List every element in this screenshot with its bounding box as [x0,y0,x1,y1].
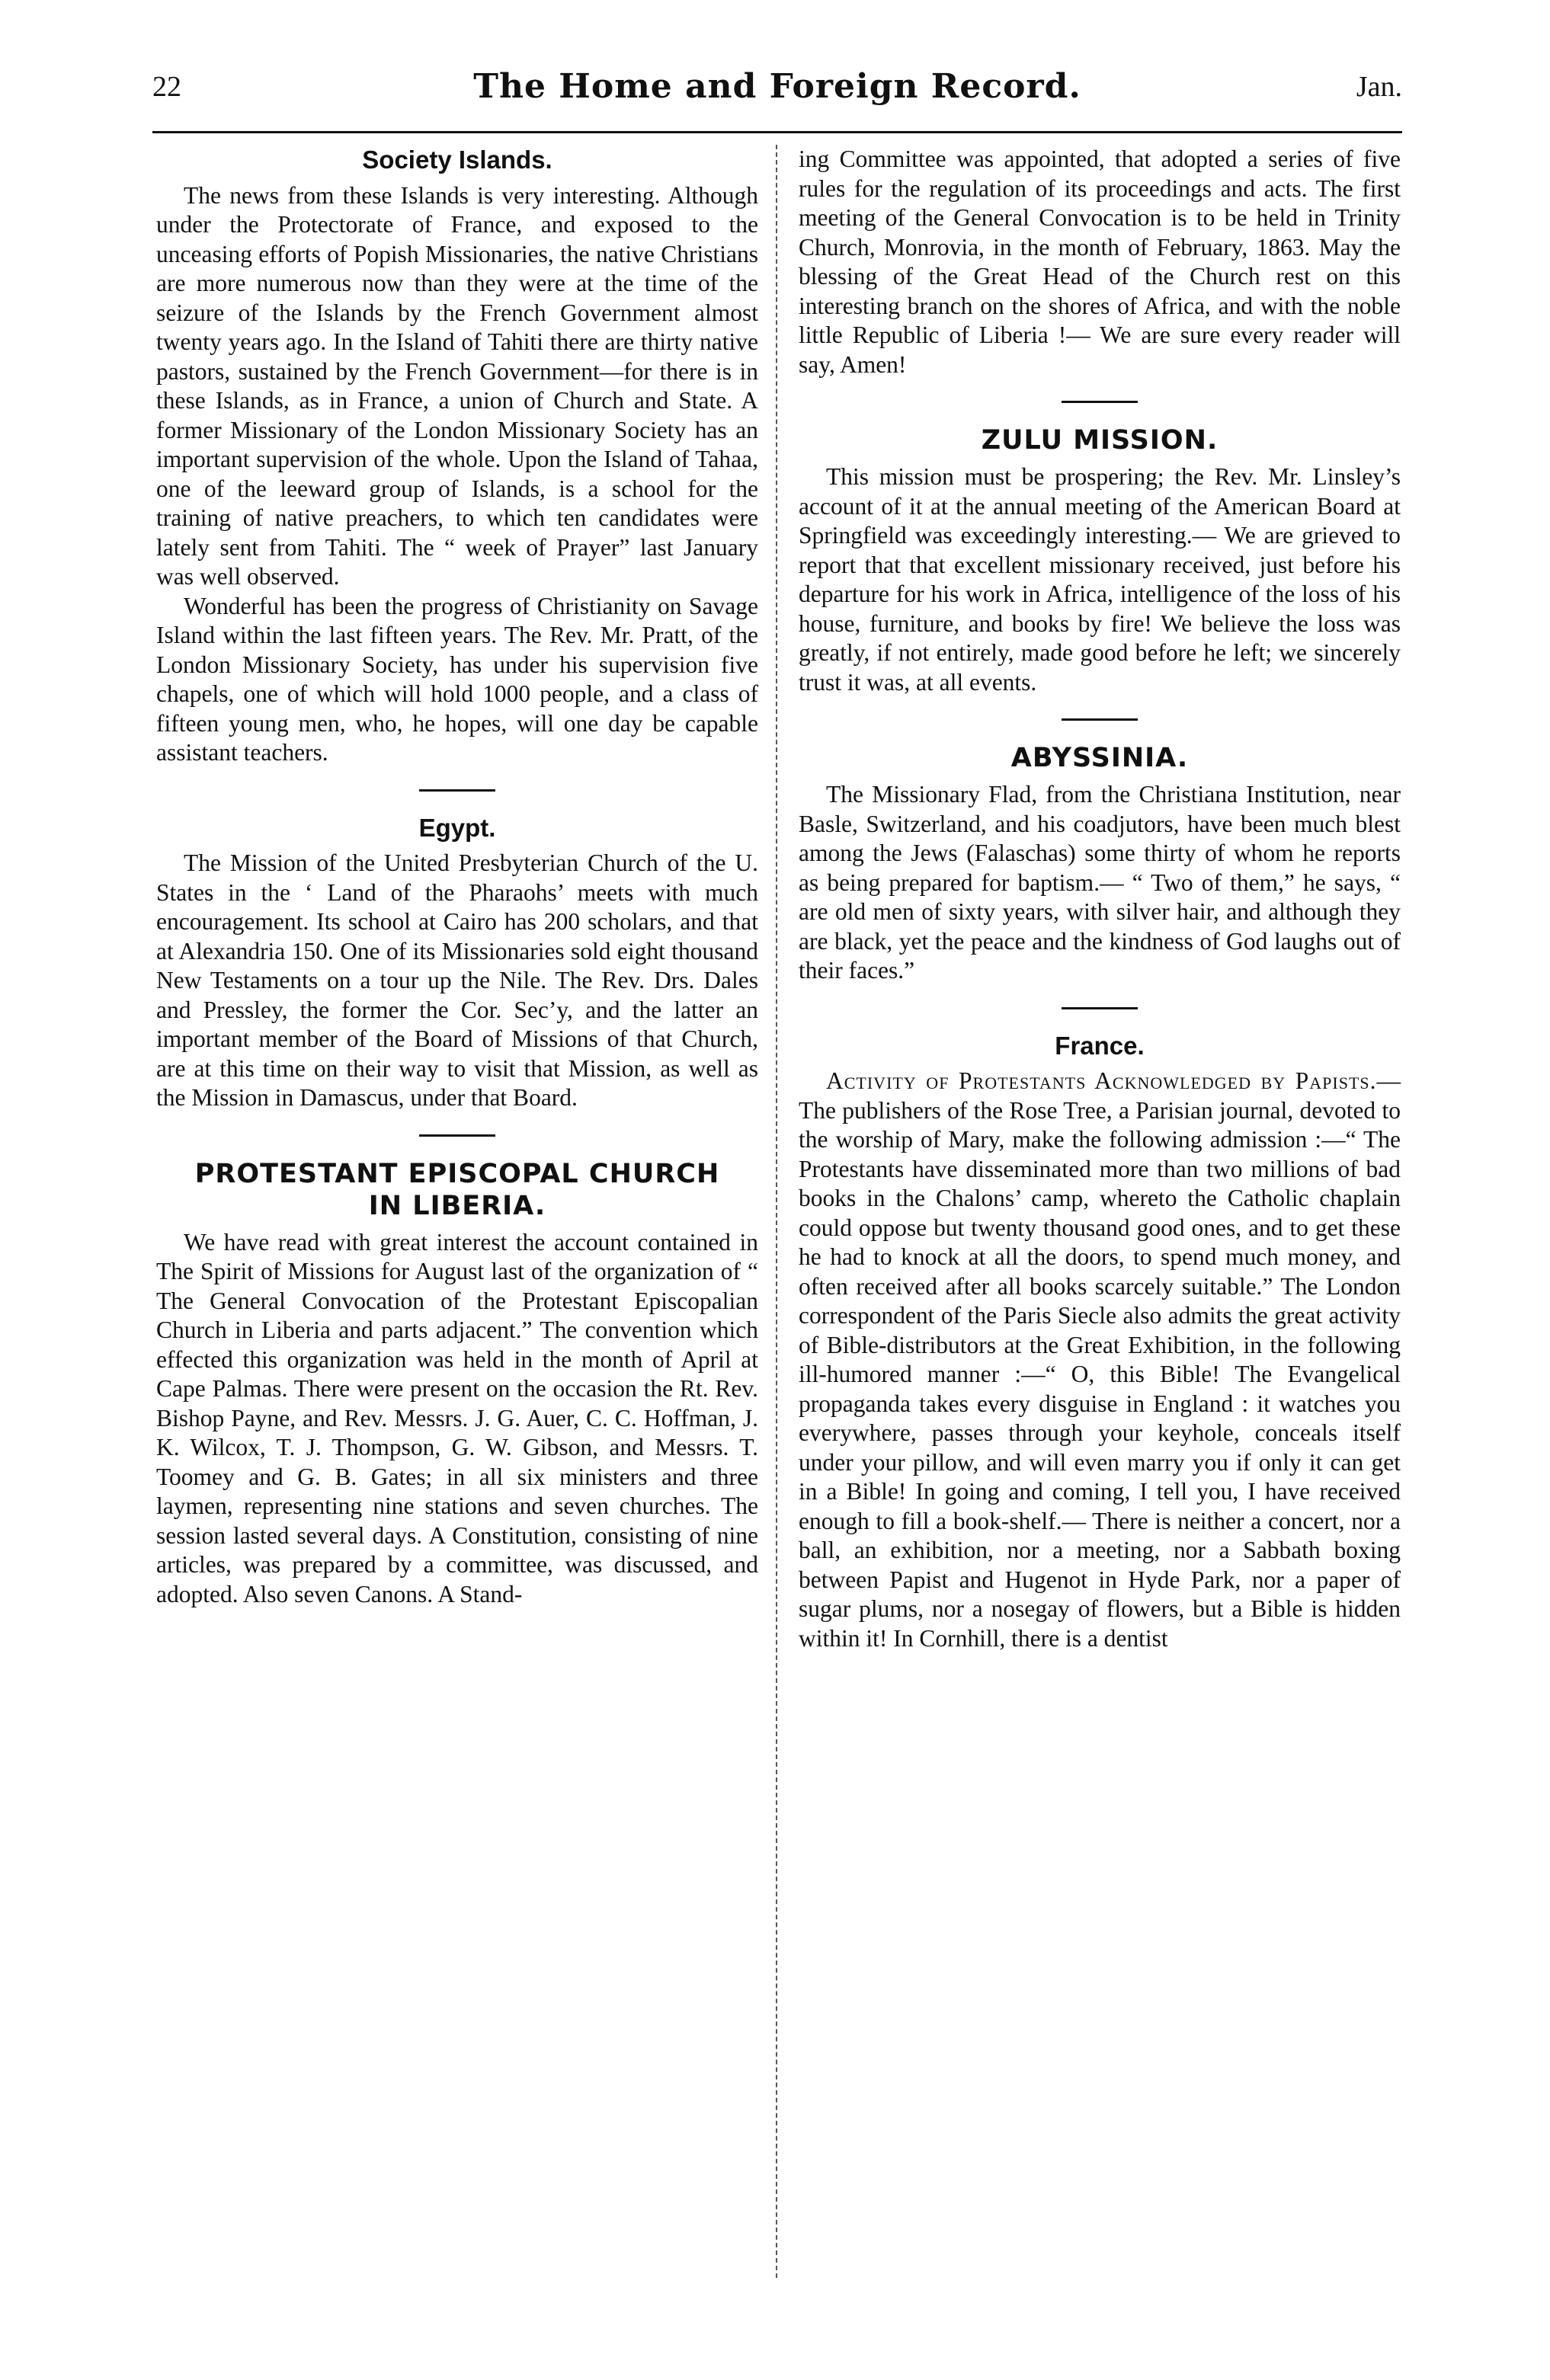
zulu-paragraph-1: This mission must be prospering; the Rev. Mr. Linsley’s account of it at the annual meeting of the American Board at Springfield was exceedingly interesting.— We are grieved to report that that excellent missionary received, just before his departure for his work in Africa, intelligence of the loss of his house, furniture, and books by fire! We believe the loss was greatly, if not entirely, made good before he left; we sincerely trust it was, at all events. [799,463,1401,696]
france-paragraph-1 [799,1067,1401,1653]
left-column [156,145,758,1609]
abyssinia-paragraph-1: The Missionary Flad, from the Christiana Institution, near Basle, Switzerland, and his coadjutors, have been much blest among the Jews (Falaschas) some thirty of whom he reports as being prepared for baptism.— “ Two of them,” he says, “ are old men of sixty years, with silver hair, and although they are black, yet the peace and the kindness of God laughs out of their faces.” [799,781,1401,984]
section-title-society-islands: Society Islands. [362,146,552,174]
right-column [799,145,1401,1653]
section-title-abyssinia: ABYSSINIA. [1010,743,1189,773]
france-paragraph-text: —The publishers of the Rose Tree, a Parisian journal, devoted to the worship of Mary, make the following admission :—“ The Protestants have disseminated more than two millions of bad books in the Chalons’ camp, whereto the Catholic chaplain could oppose but twenty thousand good ones, and to get these he had to knock at all the doors, to spend much money, and often received after all books scarcely suitable.” The London correspondent of the Paris Siecle also admits the great activity of Bible-distributors at the Great Exhibition, in the following ill-humored manner :—“ O, this Bible! The Evangelical propaganda takes every disguise in England : it watches you everywhere, passes through your keyhole, conceals itself under your pillow, and will even marry you if only it can get in a Bible! In going and coming, I tell you, I have received enough to fill a book-shelf.— There is neither a concert, nor a ball, an exhibition, nor a meeting, nor a Sabbath boxing between Papist and Hugenot in Hyde Park, nor a paper of sugar plums, nor a nosegay of flowers, but a Bible is hidden within it! In Cornhill, there is a dentist [799,1067,1401,1652]
page-number: 22 [152,71,181,103]
section-divider [1062,1007,1138,1009]
section-divider [419,1134,495,1137]
section-divider [1062,718,1138,721]
section-title-zulu-mission: ZULU MISSION. [981,425,1219,456]
france-lead-heading: Activity of Protestants Acknowledged by Papists. [826,1067,1377,1095]
running-title: The Home and Foreign Record. [473,67,1081,106]
header-rule [152,131,1402,133]
egypt-paragraph-1: The Mission of the United Presbyterian Church of the U. States in the ‘ Land of the Pharaohs’ meets with much encouragement. Its school at Cairo has 200 scholars, and that at Alexandria 150. One of its Missionaries sold eight thousand New Testaments on a tour up the Nile. The Rev. Drs. Dales and Pressley, the former the Cor. Sec’y, and the latter an important member of the Board of Missions of that Church, are at this time on their way to visit that Mission, as well as the Mission in Damascus, under that Board. [156,849,758,1112]
section-title-france: France. [1055,1031,1145,1060]
liberia-paragraph-1: We have read with great interest the account contained in The Spirit of Missions for August last of the organization of “ The General Convocation of the Protestant Episcopalian Church in Liberia and parts adjacent.” The convention which effected this organization was held in the month of April at Cape Palmas. There were present on the occasion the Rt. Rev. Bishop Payne, and Rev. Messrs. J. G. Auer, C. C. Hoffman, J. K. Wilcox, T. J. Thompson, G. W. Gibson, and Messrs. T. Toomey and G. B. Gates; in all six ministers and three laymen, representing nine stations and seven churches. The session lasted several days. A Constitution, consisting of nine articles, was prepared by a committee, was discussed, and adopted. Also seven Canons. A Stand- [156,1228,758,1607]
section-divider [419,789,495,792]
liberia-continued-paragraph: ing Committee was appointed, that adopted a series of five rules for the regulation of its proceedings and acts. The first meeting of the General Convocation is to be held in Trinity Church, Monrovia, in the month of February, 1863. May the blessing of the Great Head of the Church rest on this interesting branch on the shores of Africa, and with the noble little Republic of Liberia !— We are sure every reader will say, Amen! [799,146,1401,378]
section-title-egypt: Egypt. [418,813,496,842]
society-paragraph-1: The news from these Islands is very interesting. Although under the Protectorate of France, and exposed to the unceasing efforts of Popish Missionaries, the native Christians are more numerous now than they were at the time of the seizure of the Islands by the French Government almost twenty years ago. In the Island of Tahiti there are thirty native pastors, sustained by the French Government—for there is in these Islands, as in France, a union of Church and State. A former Missionary of the London Missionary Society has an important supervision of the whole. Upon the Island of Tahaa, one of the leeward group of Islands, is a school for the training of native preachers, to which ten candidates were lately sent from Tahiti. The “ week of Prayer” last January was well observed. [156,181,758,590]
society-paragraph-2: Wonderful has been the progress of Christianity on Savage Island within the last fifteen years. The Rev. Mr. Pratt, of the London Missionary Society, has under his supervision five chapels, one of which will hold 1000 people, and a class of fifteen young men, who, he hopes, will one day be capable assistant teachers. [156,592,758,766]
column-divider [776,145,777,2278]
section-divider [1062,401,1138,403]
section-title-liberia: PROTESTANT EPISCOPAL CHURCH IN LIBERIA. [194,1158,720,1221]
page-header [152,67,1402,116]
issue-month: Jan. [1356,71,1402,103]
